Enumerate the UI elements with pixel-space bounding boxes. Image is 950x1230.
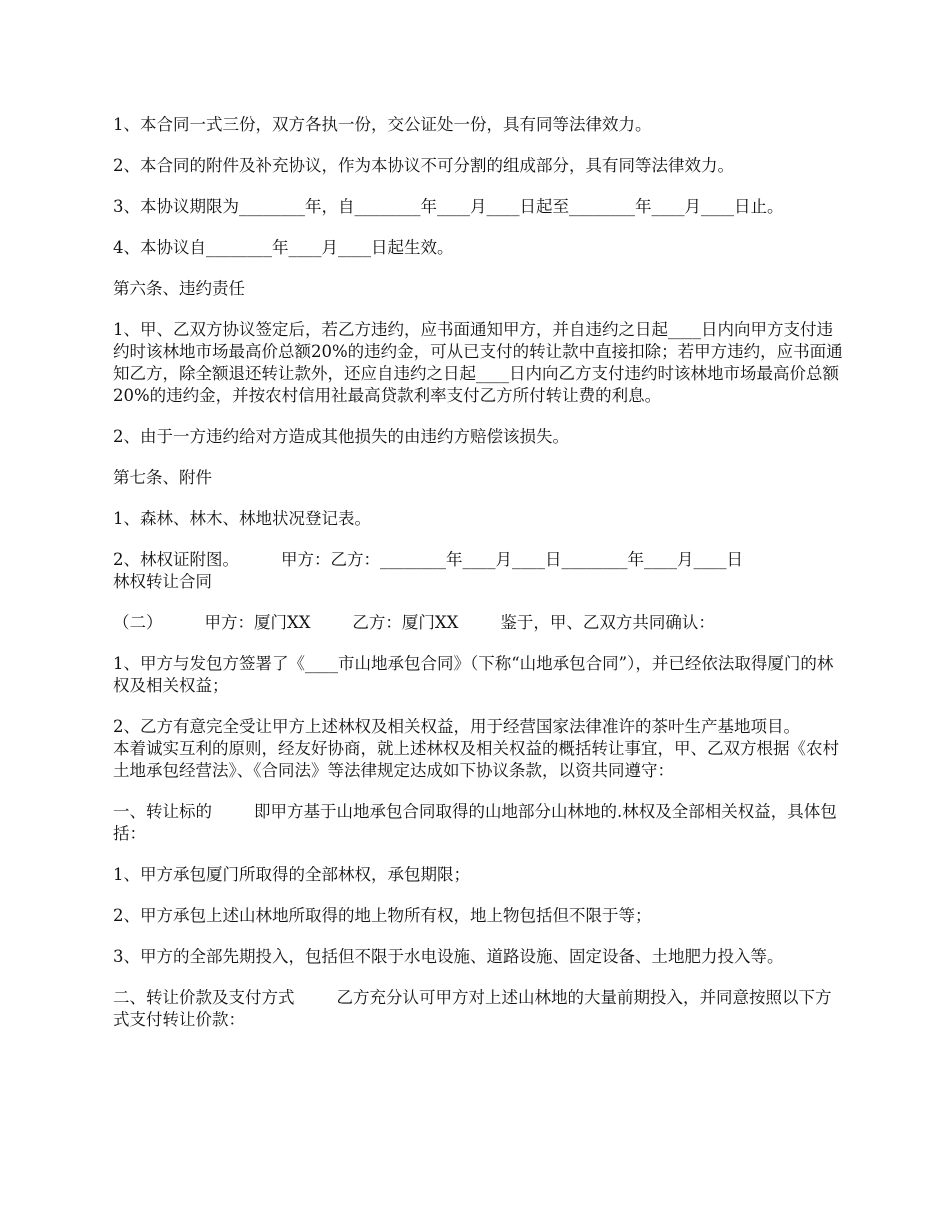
article-price-payment: 二、转让价款及支付方式 乙方充分认可甲方对上述山林地的大量前期投入，并同意按照以下方式支付转让价款： [113, 988, 832, 1029]
recital-one: 1、甲方与发包方签署了《____市山地承包合同》（下称“山地承包合同”），并已经依法取得厦门的林权及相关权益； [113, 654, 834, 695]
subject-item-1: 1、甲方承包厦门所取得的全部林权，承包期限； [113, 865, 470, 884]
contract-two-parties: （二） 甲方：厦门XX 乙方：厦门XX 鉴于，甲、乙双方共同确认： [113, 613, 715, 632]
clause-annex-effect: 2、本合同的附件及补充协议，作为本协议不可分割的组成部分，具有同等法律效力。 [113, 156, 734, 175]
annex-item-register: 1、森林、林木、林地状况登记表。 [113, 509, 371, 528]
recital-two: 2、乙方有意完全受让甲方上述林权及相关权益，用于经营国家法律准许的茶叶生产基地项目。 本着诚实互利的原则，经友好协商，就上述林权及相关权益的概括转让事宜，甲、乙双方根据《农村土地承包经营法》、《合同法》等法律规定达成如下协议条款，以资共同遵守： [113, 717, 842, 780]
subject-item-3: 3、甲方的全部先期投入，包括但不限于水电设施、道路设施、固定设备、土地肥力投入等。 [113, 947, 784, 966]
annex-item-map-and-title: 2、林权证附图。 甲方：乙方：________年____月____日________年____月____日 林权转让合同 [113, 550, 743, 591]
section-heading-annex: 第七条、附件 [113, 468, 212, 487]
section-heading-liability: 第六条、违约责任 [113, 279, 245, 298]
clause-breach: 1、甲、乙双方协议签定后，若乙方违约，应书面通知甲方，并自违约之日起____日内向甲方支付违约时该林地市场最高价总额20%的违约金，可从已支付的转让款中直接扣除；若甲方违约，应书面通知乙方，除全额退还转让款外，还应自违约之日起____日内向乙方支付违约时该林地市场最高价总额20%的违约金，并按农村信用社最高贷款利率支付乙方所付转让费的利息。 [113, 320, 843, 405]
article-transfer-subject: 一、转让标的 即甲方基于山地承包合同取得的山地部分山林地的.林权及全部相关权益，具体包括： [113, 802, 837, 843]
clause-damages: 2、由于一方违约给对方造成其他损失的由违约方赔偿该损失。 [113, 427, 569, 446]
clause-effective-date: 4、本协议自________年____月____日起生效。 [113, 238, 454, 257]
document-body [113, 114, 843, 1050]
clause-copies: 1、本合同一式三份，双方各执一份，交公证处一份，具有同等法律效力。 [113, 115, 652, 134]
clause-term: 3、本协议期限为________年，自________年____月____日起至________年____月____日止。 [113, 197, 784, 216]
subject-item-2: 2、甲方承包上述山林地所取得的地上物所有权，地上物包括但不限于等； [113, 906, 652, 925]
